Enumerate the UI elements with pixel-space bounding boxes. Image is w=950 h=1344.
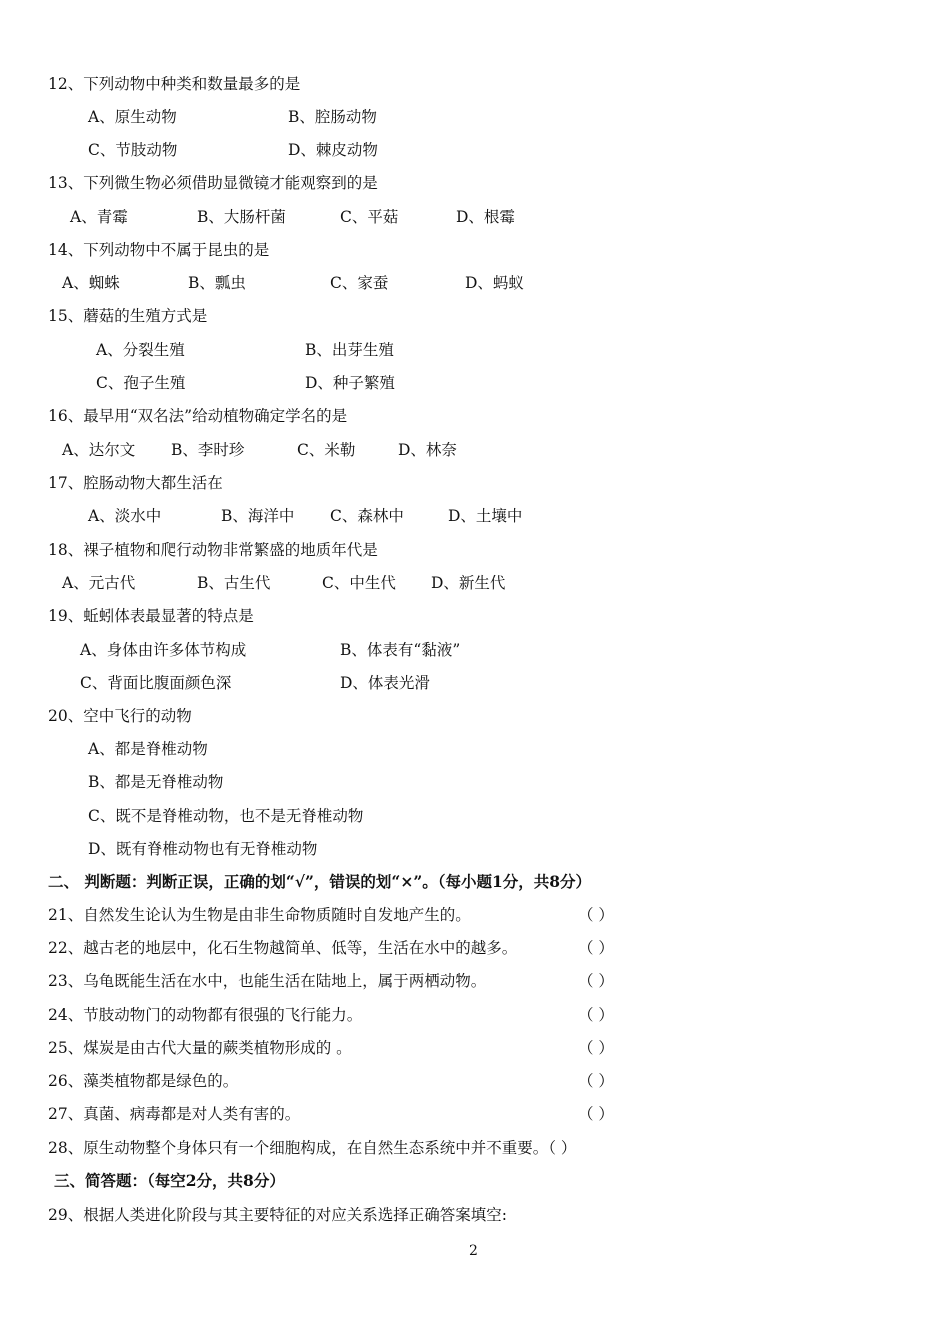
question-13-option-b: B、大肠杆菌 [197, 208, 286, 226]
question-16-option-d: D、林奈 [398, 441, 457, 459]
section-3-heading: 三、简答题：（每空2分，共8分） [54, 1171, 285, 1190]
question-12-option-b: B、腔肠动物 [288, 108, 377, 126]
question-18-option-b: B、古生代 [197, 574, 271, 592]
question-17-option-a: A、淡水中 [88, 507, 162, 525]
question-17-option-d: D、土壤中 [448, 507, 523, 525]
question-14-option-d: D、蚂蚁 [465, 274, 524, 292]
question-13-stem: 13、下列微生物必须借助显微镜才能观察到的是 [48, 174, 378, 192]
judge-item-23: 23、乌龟既能生活在水中，也能生活在陆地上，属于两栖动物。 [48, 972, 487, 990]
question-19-option-d: D、体表光滑 [340, 674, 430, 692]
judge-item-21: 21、自然发生论认为生物是由非生命物质随时自发地产生的。 [48, 906, 471, 924]
question-13-option-d: D、根霉 [456, 208, 515, 226]
question-15-option-a: A、分裂生殖 [96, 341, 185, 359]
answer-paren-23: （ ） [578, 972, 614, 990]
answer-paren-22: （ ） [578, 939, 614, 957]
question-20-option-d: D、既有脊椎动物也有无脊椎动物 [88, 840, 318, 858]
question-16-option-a: A、达尔文 [62, 441, 136, 459]
page-number: 2 [469, 1243, 478, 1259]
answer-paren-27: （ ） [578, 1105, 614, 1123]
question-16-option-b: B、李时珍 [171, 441, 245, 459]
question-14-stem: 14、下列动物中不属于昆虫的是 [48, 241, 270, 259]
question-20-option-b: B、都是无脊椎动物 [88, 773, 224, 791]
question-18-option-a: A、元古代 [62, 574, 136, 592]
question-18-option-c: C、中生代 [322, 574, 396, 592]
question-16-option-c: C、米勒 [297, 441, 356, 459]
judge-item-22: 22、越古老的地层中，化石生物越简单、低等，生活在水中的越多。 [48, 939, 518, 957]
question-17-option-c: C、森林中 [330, 507, 404, 525]
judge-item-25: 25、煤炭是由古代大量的蕨类植物形成的 。 [48, 1039, 352, 1057]
question-13-option-a: A、青霉 [70, 208, 128, 226]
question-14-option-a: A、蜘蛛 [62, 274, 120, 292]
question-17-option-b: B、海洋中 [221, 507, 295, 525]
question-19-option-a: A、身体由许多体节构成 [80, 641, 247, 659]
answer-paren-21: （ ） [578, 906, 614, 924]
question-20-option-a: A、都是脊椎动物 [88, 740, 208, 758]
question-19-stem: 19、蚯蚓体表最显著的特点是 [48, 607, 254, 625]
question-19-option-b: B、体表有“黏液” [340, 641, 461, 659]
answer-paren-26: （ ） [578, 1072, 614, 1090]
question-15-option-d: D、种子繁殖 [305, 374, 395, 392]
question-12-stem: 12、下列动物中种类和数量最多的是 [48, 75, 301, 93]
question-12-option-d: D、棘皮动物 [288, 141, 378, 159]
question-12-option-a: A、原生动物 [88, 108, 177, 126]
question-16-stem: 16、最早用“双名法”给动植物确定学名的是 [48, 407, 348, 425]
question-20-stem: 20、空中飞行的动物 [48, 707, 192, 725]
question-14-option-c: C、家蚕 [330, 274, 389, 292]
judge-item-26: 26、藻类植物都是绿色的。 [48, 1072, 239, 1090]
question-18-stem: 18、裸子植物和爬行动物非常繁盛的地质年代是 [48, 541, 378, 559]
question-19-option-c: C、背面比腹面颜色深 [80, 674, 232, 692]
judge-item-28: 28、原生动物整个身体只有一个细胞构成，在自然生态系统中并不重要。（ ） [48, 1139, 577, 1157]
question-15-option-c: C、孢子生殖 [96, 374, 186, 392]
question-12-option-c: C、节肢动物 [88, 141, 178, 159]
question-17-stem: 17、腔肠动物大都生活在 [48, 474, 223, 492]
judge-item-24: 24、节肢动物门的动物都有很强的飞行能力。 [48, 1006, 363, 1024]
question-20-option-c: C、既不是脊椎动物，也不是无脊椎动物 [88, 807, 364, 825]
question-15-option-b: B、出芽生殖 [305, 341, 394, 359]
judge-item-27: 27、真菌、病毒都是对人类有害的。 [48, 1105, 301, 1123]
answer-paren-24: （ ） [578, 1006, 614, 1024]
question-13-option-c: C、平菇 [340, 208, 399, 226]
question-18-option-d: D、新生代 [431, 574, 506, 592]
question-29-stem: 29、根据人类进化阶段与其主要特征的对应关系选择正确答案填空: [48, 1206, 507, 1224]
section-2-heading: 二、 判断题：判断正误，正确的划“√”，错误的划“×”。（每小题1分，共8分） [48, 872, 592, 891]
question-14-option-b: B、瓢虫 [188, 274, 246, 292]
answer-paren-25: （ ） [578, 1039, 614, 1057]
question-15-stem: 15、蘑菇的生殖方式是 [48, 307, 208, 325]
